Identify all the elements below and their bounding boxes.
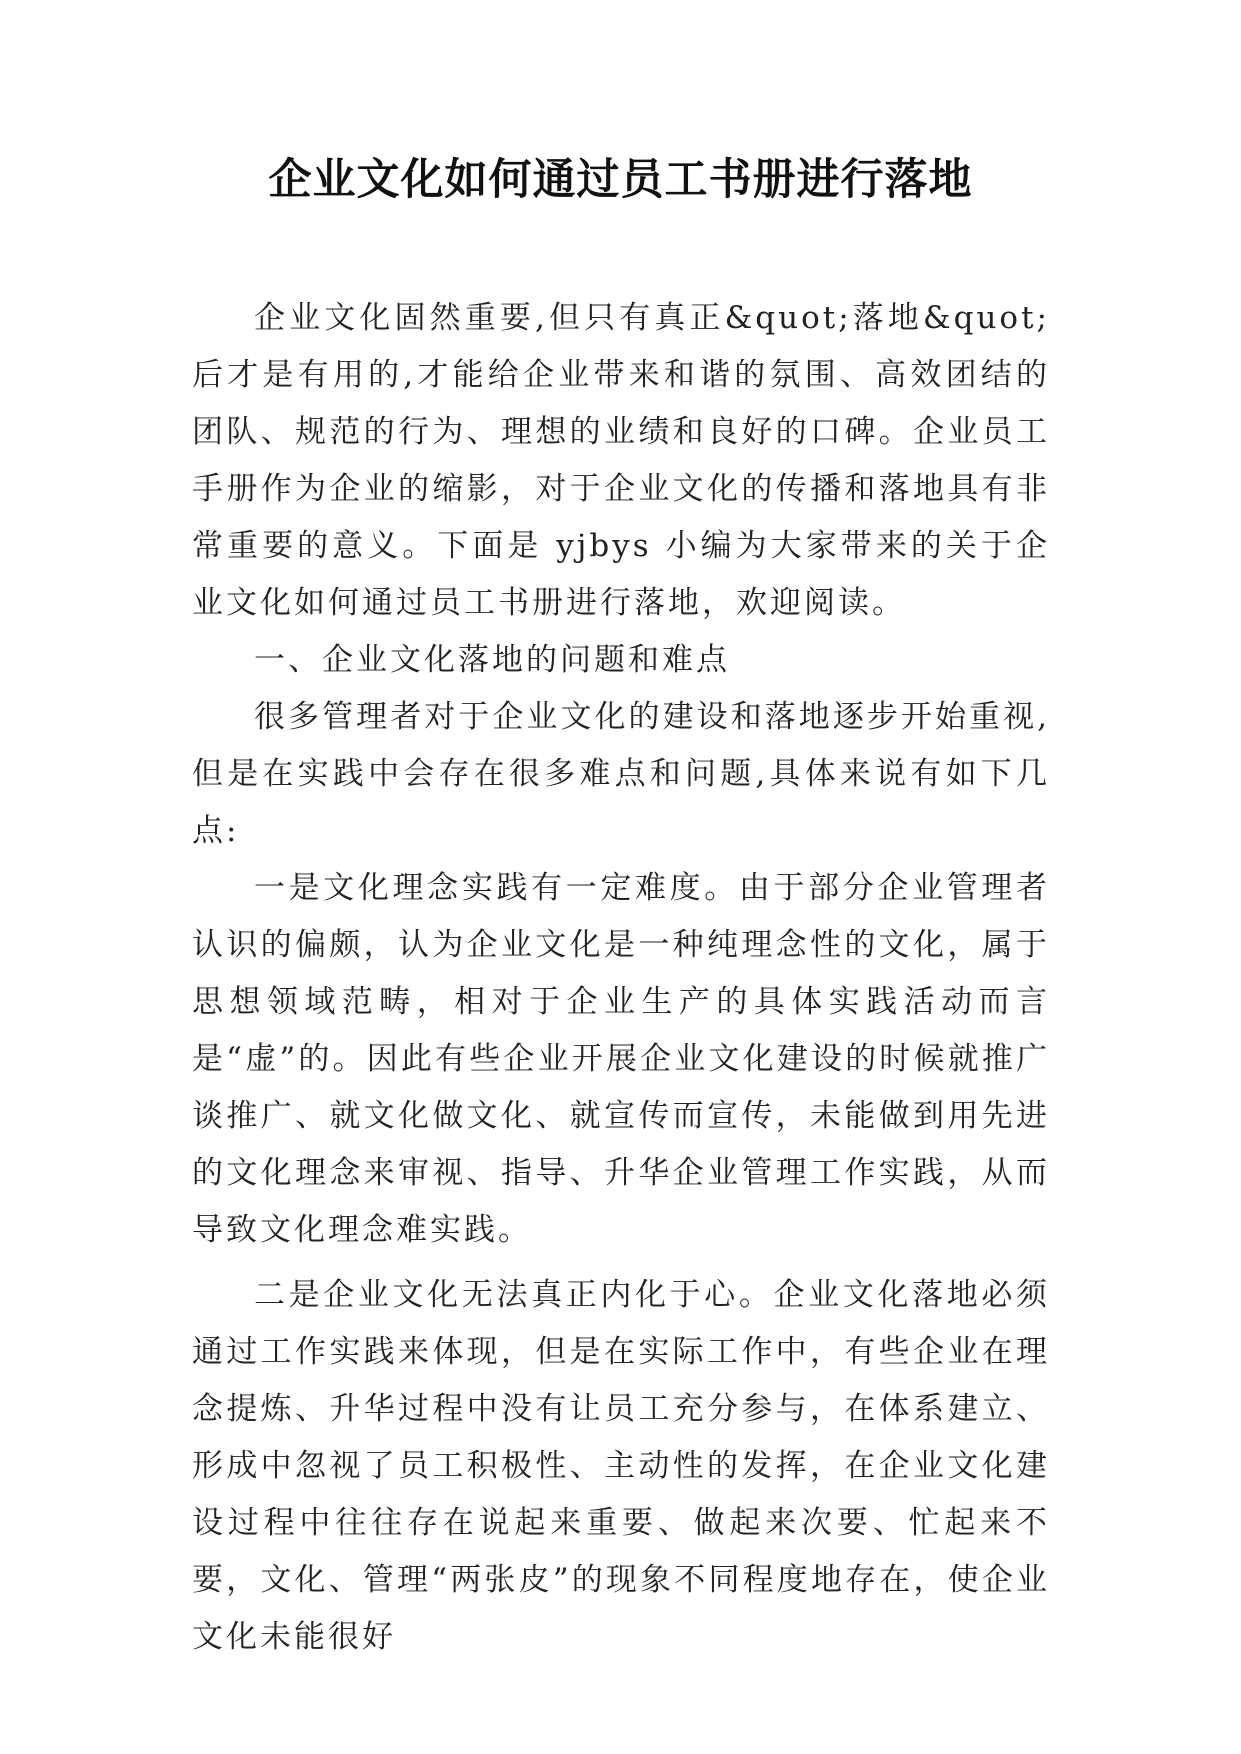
point-one-paragraph: 一是文化理念实践有一定难度。由于部分企业管理者认识的偏颇，认为企业文化是一种纯理念性的文化，属于思想领域范畴，相对于企业生产的具体实践活动而言是“虚”的。因此有些企业开展企业文化建设的时候就推广谈推广、就文化做文化、就宣传而宣传，未能做到用先进的文化理念来审视、指导、升华企业管理工作实践，从而导致文化理念难实践。	[192, 870, 1050, 1248]
document-body	[192, 290, 1050, 1666]
document-title: 企业文化如何通过员工书册进行落地	[268, 155, 973, 205]
problems-paragraph: 很多管理者对于企业文化的建设和落地逐步开始重视,但是在实践中会存在很多难点和问题,具体来说有如下几点:	[192, 699, 1050, 849]
point-two-paragraph: 二是企业文化无法真正内化于心。企业文化落地必须通过工作实践来体现，但是在实际工作中，有些企业在理念提炼、升华过程中没有让员工充分参与，在体系建立、形成中忽视了员工积极性、主动性的发挥，在企业文化建设过程中往往存在说起来重要、做起来次要、忙起来不要，文化、管理“两张皮”的现象不同程度地存在，使企业文化未能很好	[192, 1277, 1050, 1655]
intro-paragraph: 企业文化固然重要,但只有真正&quot;落地&quot;后才是有用的,才能给企业带来和谐的氛围、高效团结的团队、规范的行为、理想的业绩和良好的口碑。企业员工手册作为企业的缩影，对于企业文化的传播和落地具有非常重要的意义。下面是 yjbys 小编为大家带来的关于企业文化如何通过员工书册进行落地，欢迎阅读。	[192, 300, 1050, 621]
section-heading: 一、企业文化落地的问题和难点	[254, 642, 730, 678]
